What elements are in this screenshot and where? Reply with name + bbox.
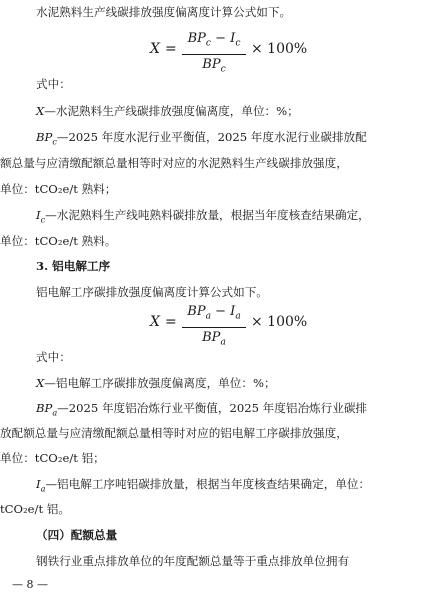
formula-lhs: X — [150, 41, 160, 57]
def-bpc: $BP_c—2025$ 年度水泥行业平衡值，2025 年度水泥行业碳排放配 — [36, 130, 367, 147]
def-bpc-cont1: 额总量与应清缴配额总量相等时对应的水泥熟料生产线碳排放强度， — [0, 156, 348, 170]
def-bpa-cont1: 放配额总量与应清缴配额总量相等时对应的铝电解工序碳排放强度， — [0, 426, 348, 440]
fraction-bar — [182, 54, 246, 55]
def-ia-cont: tCO₂e/t 铝。 — [0, 502, 70, 516]
formula-fraction — [182, 303, 246, 351]
def-ic: $I_c—$水泥熟料生产线吨熟料碳排放量，根据当年度核查结果确定， — [36, 208, 370, 225]
def-ic-cont: 单位：tCO₂e/t 熟料。 — [0, 234, 117, 248]
heading-aluminium-electrolysis: 3. 铝电解工序 — [36, 259, 111, 273]
where-label: 式中： — [36, 350, 71, 364]
formula-denominator: $BP_a$ — [202, 329, 226, 348]
formula-numerator: $BP_c - I_c$ — [187, 31, 241, 49]
formula-multiplier: × 100% — [251, 314, 308, 330]
def-x-aluminium: X—铝电解工序碳排放强度偏离度，单位：%； — [36, 376, 276, 390]
def-bpa: $BP_a—2025$ 年度铝冶炼行业平衡值，2025 年度铝冶炼行业碳排 — [36, 401, 368, 418]
def-ia: $I_a—$铝电解工序吨铝碳排放量，根据当年度核查结果确定，单位： — [36, 477, 371, 494]
formula-equals: = — [165, 314, 177, 330]
formula-equals: = — [165, 41, 177, 57]
heading-quota-total: （四）配额总量 — [36, 528, 118, 542]
page-number: — 8 — — [12, 578, 48, 591]
where-label: 式中： — [36, 77, 71, 91]
quota-paragraph: 钢铁行业重点排放单位的年度配额总量等于重点排放单位拥有 — [36, 554, 350, 568]
def-bpa-cont2: 单位：tCO₂e/t 铝； — [0, 451, 105, 465]
formula-numerator: $BP_a - I_a$ — [187, 304, 241, 322]
formula-lhs: X — [150, 314, 160, 330]
formula-cement — [0, 30, 444, 74]
def-x-cement: X—水泥熟料生产线碳排放强度偏离度，单位：%； — [36, 104, 299, 118]
fraction-bar — [182, 327, 246, 328]
formula-denominator: $BP_c$ — [202, 56, 226, 75]
def-bpc-cont2: 单位：tCO₂e/t 熟料； — [0, 182, 117, 196]
formula-aluminium — [0, 303, 444, 347]
intro-cement-formula: 水泥熟料生产线碳排放强度偏离度计算公式如下。 — [36, 5, 292, 19]
formula-fraction — [182, 30, 246, 78]
intro-aluminium-formula: 铝电解工序碳排放强度偏离度计算公式如下。 — [36, 285, 268, 299]
formula-multiplier: × 100% — [251, 41, 308, 57]
